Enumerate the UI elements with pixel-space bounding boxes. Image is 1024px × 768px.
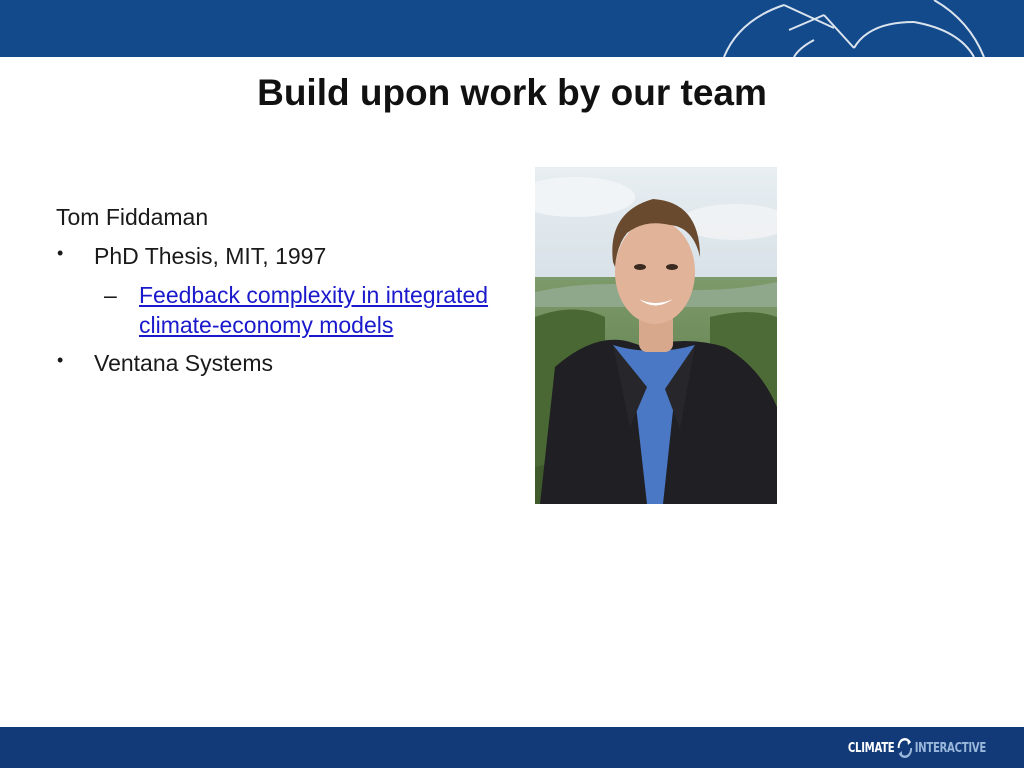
thesis-link[interactable]: Feedback complexity in integrated climate-economy models	[139, 281, 489, 339]
climate-interactive-logo	[848, 736, 986, 760]
footer-bar	[0, 727, 1024, 768]
bullet-item	[56, 349, 526, 379]
bullet-text: PhD Thesis, MIT, 1997	[94, 242, 327, 269]
slide-body	[56, 203, 526, 387]
bullet-text: Ventana Systems	[94, 349, 273, 376]
bullet-icon: •	[57, 242, 64, 263]
sub-bullet-item	[56, 280, 526, 341]
bullet-item	[56, 242, 526, 272]
header-watermark-icon	[694, 0, 1024, 57]
logo-text-interactive: INTERACTIVE	[914, 740, 986, 756]
slide-title: Build upon work by our team	[257, 72, 767, 113]
logo-text-climate: CLIMATE	[847, 740, 895, 756]
bullet-icon: •	[57, 349, 64, 370]
dash-icon: –	[104, 281, 117, 308]
portrait-photo	[535, 167, 777, 504]
header-bar	[0, 0, 1024, 57]
climate-interactive-arrows-icon	[896, 737, 913, 759]
person-name: Tom Fiddaman	[56, 204, 209, 230]
